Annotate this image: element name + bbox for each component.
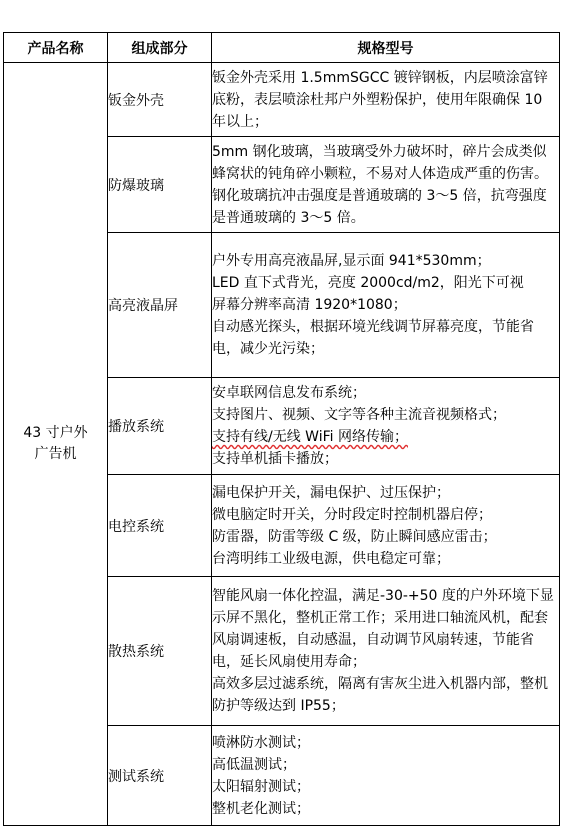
spec-line: 安卓联网信息发布系统； <box>212 385 366 401</box>
spec-line: 喷淋防水测试； <box>212 734 310 751</box>
spec-line: 整机老化测试； <box>212 800 310 817</box>
spec-line: 高低温测试； <box>212 756 296 773</box>
spec-cell <box>212 726 560 826</box>
table-row <box>4 63 560 137</box>
spec-line: 智能风扇一体化控温，满足-30-+50 度的户外环境下显示屏不黑化，整机正常工作；采用进口轴流风机，配套风扇调速板，自动感温，自动调节风扇转速，节能省电，延长风扇使用寿命； <box>212 588 554 670</box>
header-spec: 规格型号 <box>212 33 560 63</box>
component-cell: 播放系统 <box>108 378 212 475</box>
product-name-cell <box>4 63 108 826</box>
spec-line: 太阳辐射测试； <box>212 778 310 795</box>
spec-line: 钣金外壳采用 1.5mmSGCC 镀锌钢板，内层喷涂富锌底粉，表层喷涂杜邦户外塑粉保护，使用年限确保 10 年以上； <box>212 69 548 130</box>
spec-line: 防雷器，防雷等级 C 级，防止瞬间感应雷击； <box>212 528 497 545</box>
component-cell: 高亮液晶屏 <box>108 233 212 378</box>
spec-cell <box>212 577 560 726</box>
component-cell: 电控系统 <box>108 475 212 577</box>
spec-line: 台湾明纬工业级电源，供电稳定可靠； <box>212 550 450 567</box>
component-cell: 散热系统 <box>108 577 212 726</box>
spec-line: 屏幕分辨率高清 1920*1080； <box>212 297 407 313</box>
spec-line: 支持单机插卡播放； <box>212 451 338 467</box>
spec-cell <box>212 475 560 577</box>
spec-line: 户外专用高亮液晶屏,显示面 941*530mm； <box>212 253 491 269</box>
component-cell: 钣金外壳 <box>108 63 212 137</box>
component-cell: 测试系统 <box>108 726 212 826</box>
spec-line: 漏电保护开关，漏电保护、过压保护； <box>212 484 450 501</box>
spec-line: LED 直下式背光，亮度 2000cd/m2，阳光下可视 <box>212 275 524 291</box>
product-name-line2: 广告机 <box>34 446 77 462</box>
spec-line: 高效多层过滤系统，隔离有害灰尘进入机器内部，整机防护等级达到 IP55； <box>212 676 548 714</box>
header-row <box>4 33 560 63</box>
spec-line: 支持有线/无线 WiFi 网络传输； <box>212 429 408 445</box>
spec-line: 5mm 钢化玻璃，当玻璃受外力破坏时，碎片会成类似蜂窝状的钝角碎小颗粒，不易对人体造成严重的伤害。钢化玻璃抗冲击强度是普通玻璃的 3～5 倍，抗弯强度是普通玻璃的 3～5 倍。 <box>212 143 548 226</box>
spec-cell <box>212 63 560 137</box>
header-component: 组成部分 <box>108 33 212 63</box>
product-name-line1: 43 寸户外 <box>23 425 88 441</box>
component-cell: 防爆玻璃 <box>108 137 212 233</box>
spec-cell <box>212 233 560 378</box>
spec-line: 微电脑定时开关，分时段定时控制机器启停； <box>212 506 492 523</box>
spec-table <box>3 32 560 826</box>
spec-line: 自动感光探头，根据环境光线调节屏幕亮度，节能省电，减少光污染； <box>212 319 534 357</box>
spec-line: 支持图片、视频、文字等各种主流音视频格式； <box>212 407 506 423</box>
spec-cell <box>212 137 560 233</box>
header-product-name: 产品名称 <box>4 33 108 63</box>
spec-cell <box>212 378 560 475</box>
